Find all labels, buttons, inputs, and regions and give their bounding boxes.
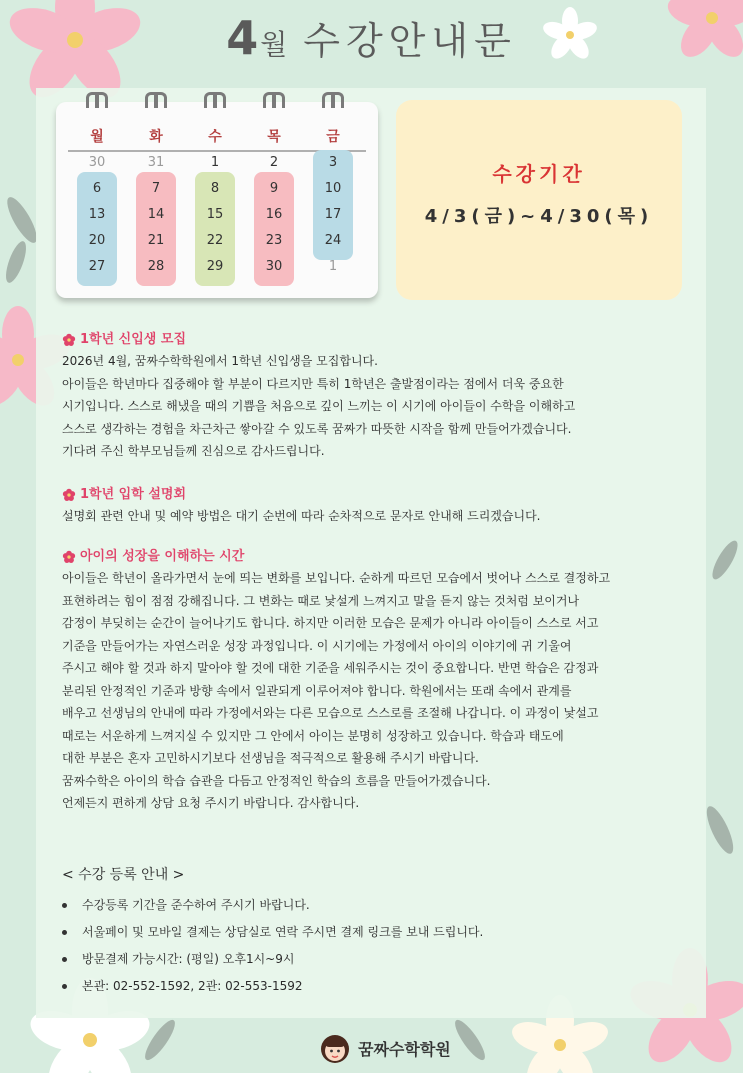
calendar-date: 14 xyxy=(147,207,165,222)
section-heading xyxy=(62,547,684,567)
calendar-date: 2 xyxy=(269,155,279,170)
calendar xyxy=(56,102,378,298)
calendar-date: 17 xyxy=(324,207,342,222)
paragraph-line: 2026년 4월, 꿈짜수학학원에서 1학년 신입생을 모집합니다. xyxy=(62,354,378,368)
paragraph-line: 꿈짜수학은 아이의 학습 습관을 다듬고 안정적인 학습의 흐름을 만들어가겠습니다. xyxy=(62,773,491,788)
list-item xyxy=(62,894,662,921)
calendar-day-names xyxy=(56,126,378,150)
bullet-icon xyxy=(62,930,67,935)
course-period-box xyxy=(396,100,682,300)
registration-heading: < 수강 등록 안내 > xyxy=(62,867,185,883)
section-body xyxy=(62,505,684,528)
bullet-icon xyxy=(62,903,67,908)
course-period-title: 수강기간 xyxy=(492,162,586,186)
calendar-date: 16 xyxy=(265,207,283,222)
paragraph-line: 대한 부분은 혼자 고민하시기보다 선생님을 적극적으로 활용해 주시기 바랍니다. xyxy=(62,751,479,765)
day-name: 수 xyxy=(208,129,222,145)
calendar-date: 23 xyxy=(265,233,283,248)
pink-flower-icon xyxy=(62,488,76,502)
calendar-date: 31 xyxy=(147,155,165,170)
paragraph-line: 스스로 생각하는 경험을 차근차근 쌓아갈 수 있도록 꿈짜가 따뜻한 시작을 함께 만들어가겠습니다. xyxy=(62,421,572,436)
paragraph-line: 아이들은 학년마다 집중해야 할 부분이 다르지만 특히 1학년은 출발점이라는 점에서 더욱 중요한 xyxy=(62,376,564,391)
list-item-text: 서울페이 및 모바일 결제는 상담실로 연락 주시면 결제 링크를 보내 드립니다. xyxy=(82,925,484,939)
calendar-date: 30 xyxy=(265,259,283,274)
title-text: 수강안내문 xyxy=(303,19,517,63)
course-period-dates: 4/3(금)~4/30(목) xyxy=(424,206,654,227)
calendar-date: 13 xyxy=(88,207,106,222)
section-heading xyxy=(62,485,684,505)
academy-logo xyxy=(318,1030,498,1066)
section-heading-text: 1학년 입학 설명회 xyxy=(80,487,187,502)
bullet-icon xyxy=(62,957,67,962)
academy-logo-text: 꿈짜수학학원 xyxy=(358,1039,451,1059)
calendar-date: 1 xyxy=(210,155,220,170)
calendar-date: 29 xyxy=(206,259,224,274)
list-item xyxy=(62,948,662,975)
calendar-date: 22 xyxy=(206,233,224,248)
calendar-date: 1 xyxy=(328,259,338,274)
page-title xyxy=(0,10,743,65)
calendar-date: 28 xyxy=(147,259,165,274)
calendar-ring-icon xyxy=(322,92,344,108)
section-body xyxy=(62,350,684,463)
paragraph-line: 분리된 안정적인 기준과 방향 속에서 일관되게 이루어져야 합니다. 학원에서는 또래 속에서 관계를 xyxy=(62,683,572,698)
calendar-date: 7 xyxy=(151,181,161,196)
paragraph-line: 감정이 부딪히는 순간이 늘어나기도 합니다. 하지만 이러한 모습은 문제가 아니라 아이들이 스스로 서고 xyxy=(62,616,599,630)
calendar-ring-icon xyxy=(263,92,285,108)
section-child-growth xyxy=(62,547,684,815)
section-heading xyxy=(62,330,684,350)
paragraph-line: 기다려 주신 학부모님들께 진심으로 감사드립니다. xyxy=(62,444,325,458)
day-name: 월 xyxy=(90,129,104,145)
calendar-date: 27 xyxy=(88,259,106,274)
calendar-date: 15 xyxy=(206,207,224,222)
list-item xyxy=(62,921,662,948)
pink-flower-icon xyxy=(62,550,76,564)
section-body xyxy=(62,567,684,815)
list-item-text: 본관: 02-552-1592, 2관: 02-553-1592 xyxy=(82,979,303,993)
paragraph-line: 아이들은 학년이 올라가면서 눈에 띄는 변화를 보입니다. 순하게 따르던 모습에서 벗어나 스스로 결정하고 xyxy=(62,571,611,585)
calendar-date: 6 xyxy=(92,181,102,196)
calendar-date: 30 xyxy=(88,155,106,170)
calendar-date: 3 xyxy=(328,155,338,170)
list-item-text: 방문결제 가능시간: (평일) 오후1시~9시 xyxy=(82,952,295,966)
day-name: 금 xyxy=(326,129,340,145)
paragraph-line: 시기입니다. 스스로 해냈을 때의 기쁨을 처음으로 깊이 느끼는 이 시기에 아이들이 수학을 이해하고 xyxy=(62,399,576,413)
section-heading-text: 1학년 신입생 모집 xyxy=(80,332,187,347)
day-name: 목 xyxy=(267,129,281,145)
calendar-date: 10 xyxy=(324,181,342,196)
paragraph-line: 기준을 만들어가는 자연스러운 성장 과정입니다. 이 시기에는 가정에서 아이의 이야기에 귀 기울여 xyxy=(62,638,572,653)
calendar-date: 21 xyxy=(147,233,165,248)
paragraph-line: 배우고 선생님의 안내에 따라 가정에서와는 다른 모습으로 스스로를 조절해 나갑니다. 이 과정이 낯설고 xyxy=(62,706,599,720)
bullet-icon xyxy=(62,984,67,989)
calendar-ring-icon xyxy=(204,92,226,108)
paragraph-line: 주시고 해야 할 것과 하지 말아야 할 것에 대한 기준을 세워주시는 것이 중요합니다. 반면 학습은 감정과 xyxy=(62,661,599,675)
pink-flower-icon xyxy=(62,333,76,347)
paragraph-line: 표현하려는 힘이 점점 강해집니다. 그 변화는 때로 낯설게 느껴지고 말을 듣지 않는 것처럼 보이거나 xyxy=(62,593,580,608)
registration-list xyxy=(62,894,662,1002)
list-item xyxy=(62,975,662,1002)
calendar-date: 24 xyxy=(324,233,342,248)
section-new-students xyxy=(62,330,684,463)
day-name: 화 xyxy=(149,129,163,145)
girl-face-icon xyxy=(318,1031,352,1065)
title-month: 4 xyxy=(226,11,261,65)
calendar-date: 9 xyxy=(269,181,279,196)
paragraph-line: 언제든지 편하게 상담 요청 주시기 바랍니다. 감사합니다. xyxy=(62,796,360,810)
calendar-ring-icon xyxy=(145,92,167,108)
section-heading-text: 아이의 성장을 이해하는 시간 xyxy=(80,549,245,564)
list-item-text: 수강등록 기간을 준수하여 주시기 바랍니다. xyxy=(82,898,310,912)
title-month-unit: 월 xyxy=(260,28,290,61)
section-info-session xyxy=(62,485,684,528)
paragraph-line: 때로는 서운하게 느껴지실 수 있지만 그 안에서 아이는 분명히 성장하고 있습니다. 학습과 태도에 xyxy=(62,728,564,743)
calendar-date: 8 xyxy=(210,181,220,196)
paragraph-line: 설명회 관련 안내 및 예약 방법은 대기 순번에 따라 순차적으로 문자로 안내해 드리겠습니다. xyxy=(62,509,541,523)
calendar-ring-icon xyxy=(86,92,108,108)
calendar-date: 20 xyxy=(88,233,106,248)
